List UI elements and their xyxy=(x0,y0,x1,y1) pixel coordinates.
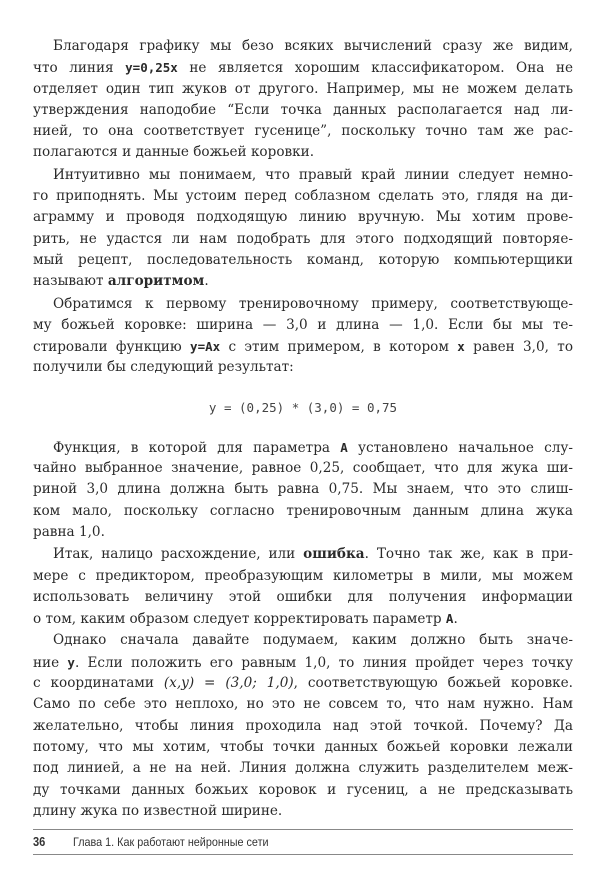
text-line xyxy=(33,57,573,78)
emphasized-text: A xyxy=(445,611,454,627)
text-run: под линией, а не на ней. Линия должна служить разделителем меж- xyxy=(33,760,573,777)
text-run: о том, каким образом следует корректировать параметр xyxy=(33,611,446,628)
text-run: риной 3,0 длина должна быть равна 0,75. Мы знаем, что это слиш- xyxy=(33,481,573,498)
text-run: что линия xyxy=(33,60,126,77)
text-line xyxy=(33,79,573,100)
text-run: с координатами xyxy=(33,675,164,692)
text-run: нией, то она соответствует гусенице”, поскольку точно там же рас- xyxy=(33,123,573,140)
text-run: не является хорошим классификатором. Она не xyxy=(177,60,573,77)
page-body xyxy=(33,36,573,823)
text-line xyxy=(33,315,573,336)
emphasized-text: y xyxy=(67,654,75,670)
equation: y = (0,25) * (3,0) = 0,75 xyxy=(208,399,398,415)
text-line xyxy=(33,121,573,142)
text-line xyxy=(33,186,573,207)
paragraph xyxy=(33,36,573,164)
text-line xyxy=(33,207,573,228)
paragraph xyxy=(33,544,573,629)
text-line xyxy=(33,229,573,250)
text-run: стировали функцию xyxy=(33,339,191,356)
paragraph xyxy=(33,165,573,293)
text-line xyxy=(33,36,573,57)
paragraph xyxy=(33,437,573,543)
emphasized-text: A xyxy=(340,439,348,455)
paragraph xyxy=(33,630,573,822)
emphasized-text: ошибка xyxy=(303,546,365,563)
text-line xyxy=(33,294,573,315)
text-line xyxy=(33,165,573,186)
text-run: утверждения наподобие “Если точка данных располагается над ли- xyxy=(33,101,573,118)
text-run: Функция, в которой для параметра xyxy=(53,439,341,456)
text-run: ком мало, поскольку согласно тренировочным данным длина жука xyxy=(33,502,573,519)
text-run: чайно выбранное значение, равное 0,25, сообщает, что для жука ши- xyxy=(33,460,573,477)
text-run: длину жука по известной ширине. xyxy=(33,802,283,819)
text-run: . xyxy=(204,273,209,290)
text-run: установлено начальное слу- xyxy=(347,439,573,456)
page-footer xyxy=(33,829,573,855)
text-run: называют xyxy=(33,273,108,290)
text-run: рить, не удастся ли нам подобрать для этого подходящий повторяе- xyxy=(33,230,573,247)
text-line xyxy=(33,142,573,163)
text-line xyxy=(33,801,573,822)
text-run: ние xyxy=(33,654,68,671)
text-line xyxy=(33,479,573,500)
emphasized-text: x xyxy=(457,339,465,355)
chapter-title: Глава 1. Как работают нейронные сети xyxy=(73,835,269,849)
text-run: Итак, налицо расхождение, или xyxy=(53,546,304,563)
text-line xyxy=(33,250,573,271)
text-line xyxy=(33,673,573,694)
text-line xyxy=(33,630,573,651)
text-run: получили бы следующий результат: xyxy=(33,359,294,376)
italic-text: (x,y) = (3,0; 1,0) xyxy=(163,675,294,692)
text-run: мый рецепт, последовательность команд, которую компьютерщики xyxy=(33,251,573,268)
text-run: Обратимся к первому тренировочному примеру, соответствующе- xyxy=(53,295,573,312)
text-line xyxy=(33,608,573,629)
text-line xyxy=(33,587,573,608)
text-run: Однако сначала давайте подумаем, каким должно быть значе- xyxy=(53,632,573,649)
text-run: отделяет один тип жуков от другого. Например, мы не можем делать xyxy=(33,80,573,97)
text-line xyxy=(33,336,573,357)
text-run: Само по себе это неплохо, но это не совсем то, что нам нужно. Нам xyxy=(33,696,573,713)
text-line xyxy=(33,652,573,673)
text-line xyxy=(33,566,573,587)
text-run: , соответствующую божьей коровке. xyxy=(293,675,573,692)
text-run: потому, что мы хотим, чтобы точки данных божьей коровки лежали xyxy=(33,738,573,755)
text-run: с этим примером, в котором xyxy=(220,339,458,356)
text-run: аграмму и проводя подходящую линию вручную. Мы хотим прове- xyxy=(33,209,573,226)
text-run: равен 3,0, то xyxy=(464,339,574,356)
text-line xyxy=(33,458,573,479)
text-line xyxy=(33,780,573,801)
text-run: Благодаря графику мы безо всяких вычислений сразу же видим, xyxy=(53,38,573,54)
paragraph xyxy=(33,294,573,379)
emphasized-text: y=0,25x xyxy=(125,60,178,76)
text-line xyxy=(33,437,573,458)
text-run: желательно, чтобы линия проходила над этой точкой. Почему? Да xyxy=(33,717,573,734)
text-run: ду точками данных божьих коровок и гусениц, а не предсказывать xyxy=(33,781,573,798)
text-run: го приподнять. Мы устоим перед соблазном сделать это, глядя на ди- xyxy=(33,188,573,205)
text-run: . Точно так же, как в при- xyxy=(364,546,573,563)
text-line xyxy=(33,716,573,737)
text-line xyxy=(33,694,573,715)
emphasized-text: y=Ax xyxy=(190,339,221,355)
text-line xyxy=(33,544,573,565)
text-run: . Если положить его равным 1,0, то линия пройдет через точку xyxy=(74,654,573,671)
text-line xyxy=(33,100,573,121)
text-line xyxy=(33,758,573,779)
text-run: использовать величину этой ошибки для получения информации xyxy=(33,588,573,605)
text-run: мере с предиктором, преобразующим километры в мили, мы можем xyxy=(33,567,573,584)
text-line xyxy=(33,357,573,378)
text-run: му божьей коровке: ширина — 3,0 и длина — 1,0. Если бы мы те- xyxy=(33,316,573,333)
text-line xyxy=(33,271,573,292)
text-line xyxy=(33,522,573,543)
text-run: полагаются и данные божьей коровки. xyxy=(33,144,315,161)
emphasized-text: алгоритмом xyxy=(107,273,205,290)
text-run: Интуитивно мы понимаем, что правый край линии следует немно- xyxy=(53,166,573,183)
text-line xyxy=(33,501,573,522)
page-number: 36 xyxy=(33,834,46,849)
text-run: равна 1,0. xyxy=(33,523,105,540)
text-run: . xyxy=(453,611,458,628)
text-line xyxy=(33,737,573,758)
